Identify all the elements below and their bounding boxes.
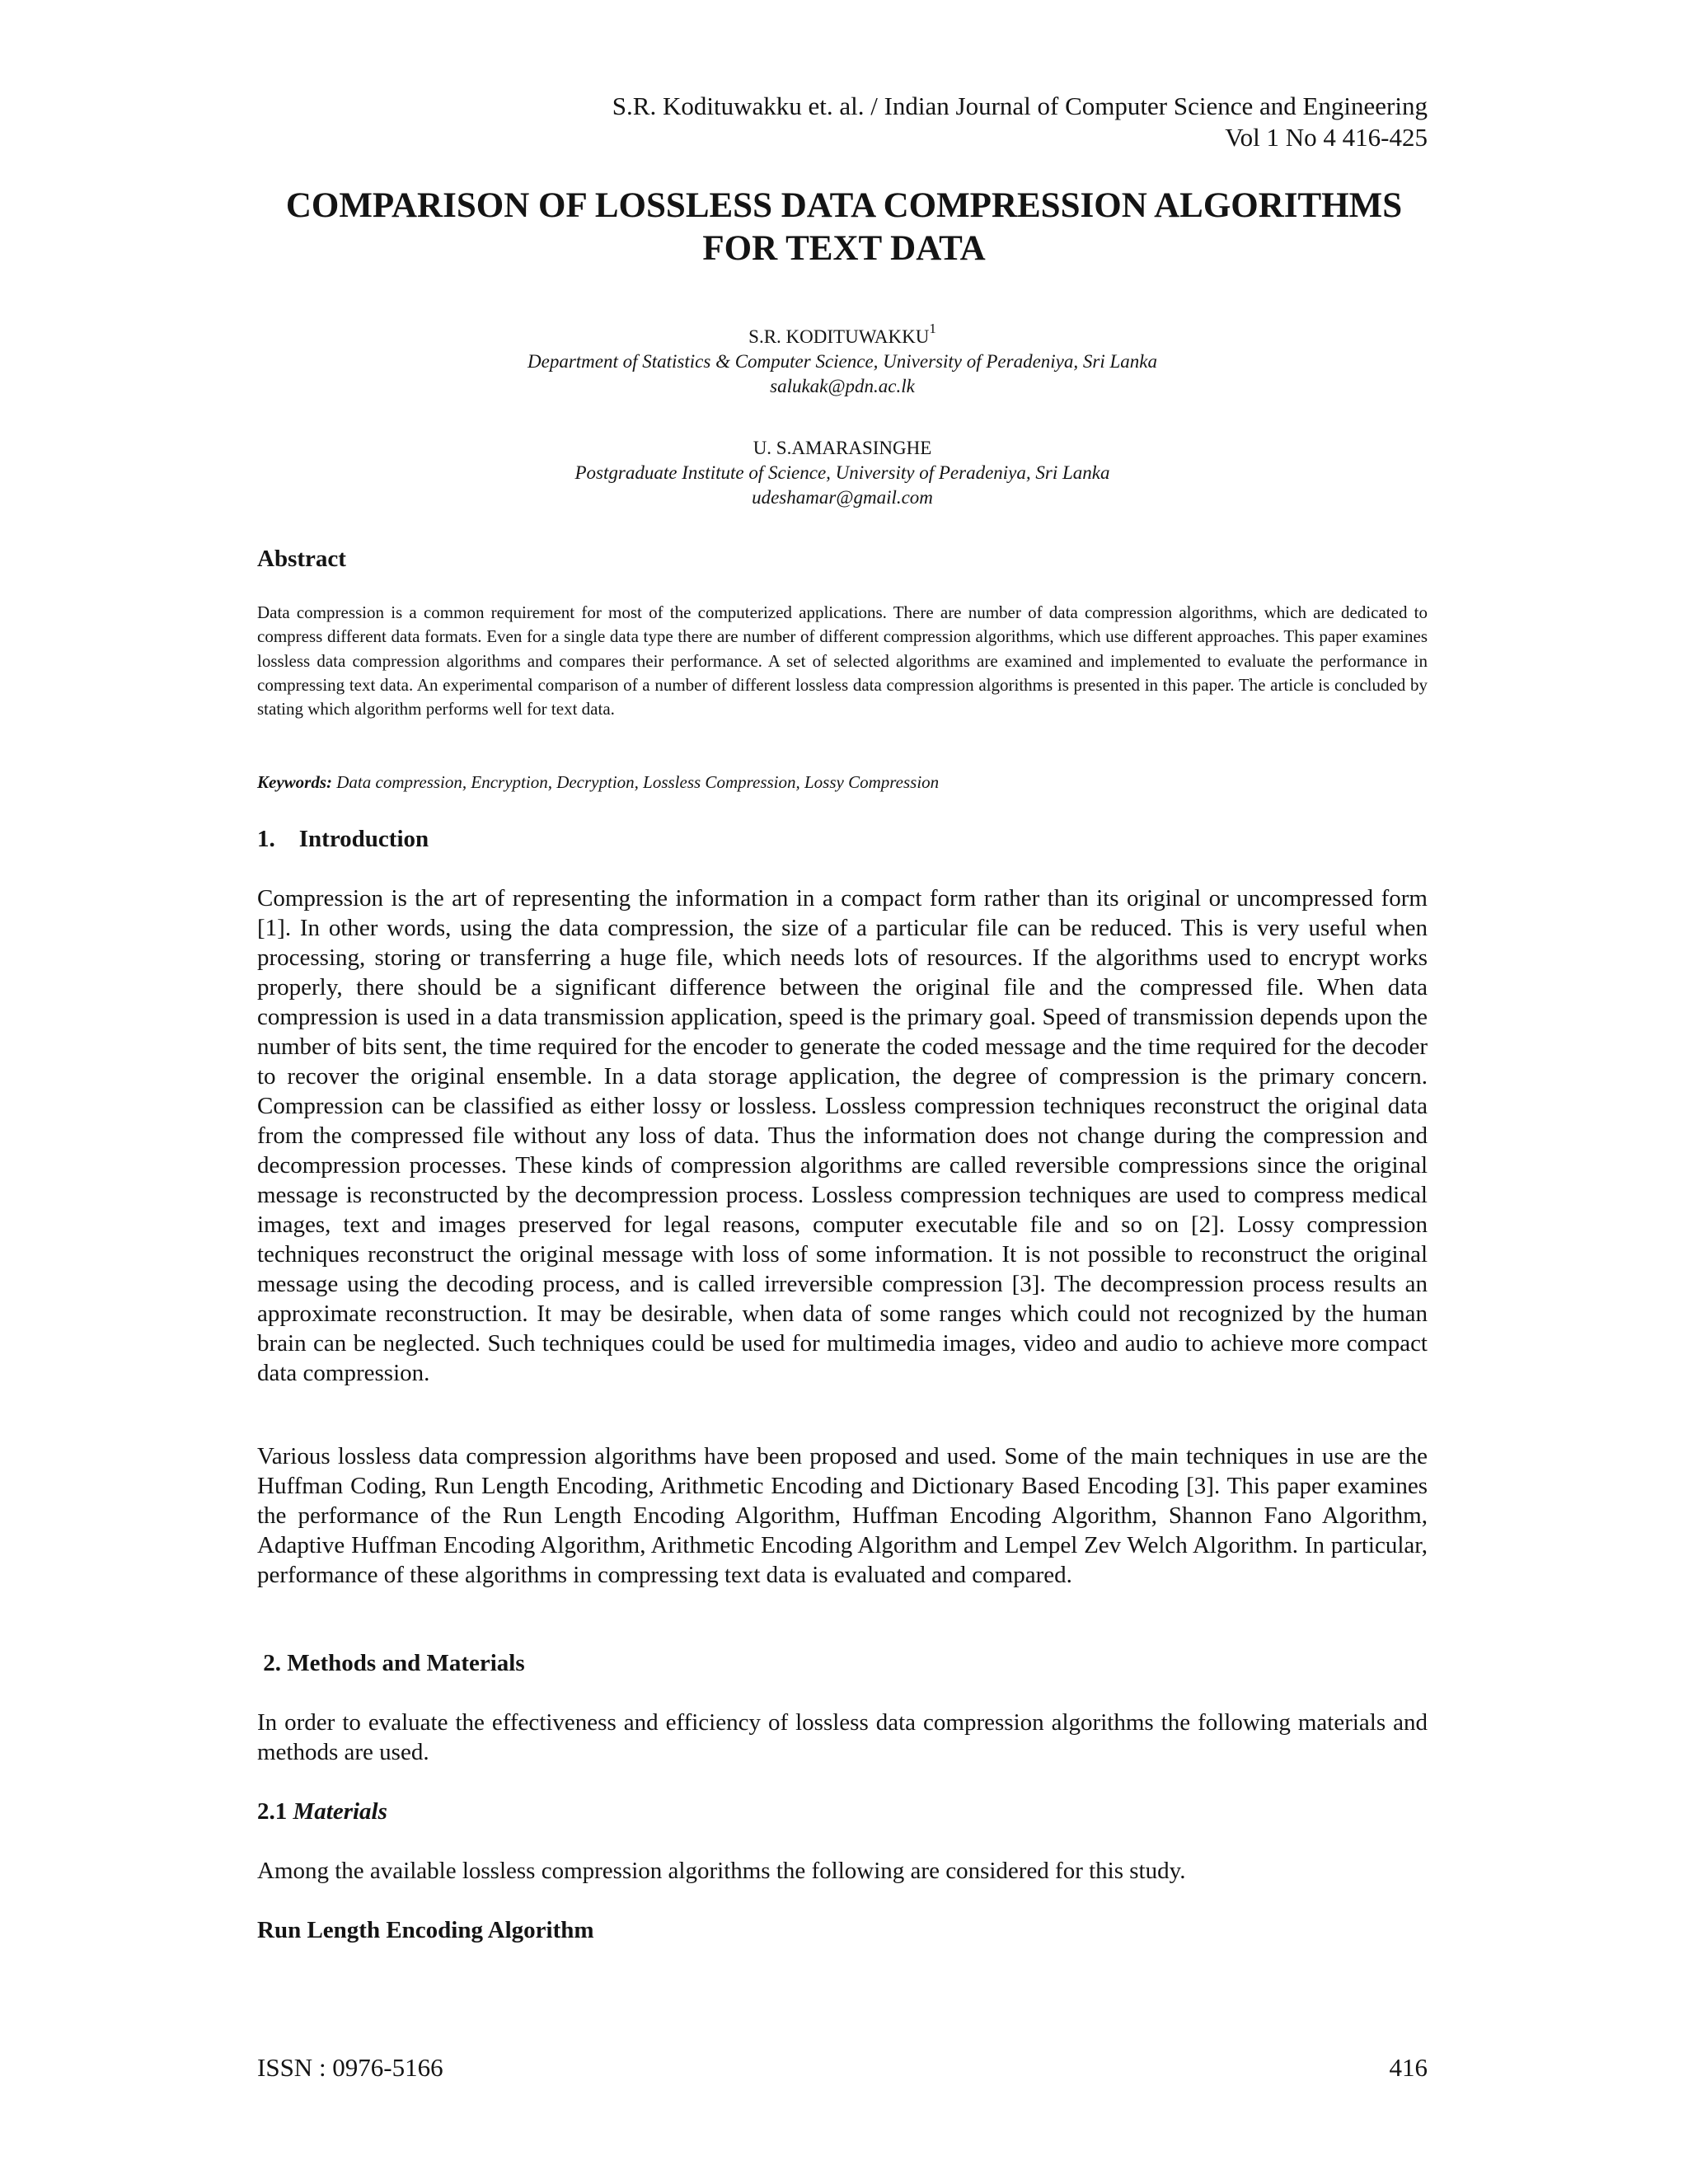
- author-2-affiliation: Postgraduate Institute of Science, University of Peradeniya, Sri Lanka: [574, 462, 1110, 483]
- running-header: [612, 91, 1428, 153]
- materials-title: Materials: [293, 1798, 387, 1825]
- keywords-line: [257, 771, 1428, 794]
- author-1-name: S.R. KODITUWAKKU$^1$: [748, 321, 936, 347]
- author-2-email: udeshamar@gmail.com: [752, 487, 933, 508]
- keywords-label: Keywords:: [257, 772, 332, 792]
- author-1-email: salukak@pdn.ac.lk: [770, 376, 915, 396]
- materials-paragraph: Among the available lossless compression algorithms the following are considered for this study.: [257, 1858, 1186, 1884]
- methods-paragraph: In order to evaluate the effectiveness and efficiency of lossless data compression algorithms the following materials and methods are used.: [257, 1709, 1428, 1765]
- author-2: [257, 436, 1428, 510]
- title-line-2: FOR TEXT DATA: [702, 229, 986, 268]
- page-number: 416: [1389, 2053, 1428, 2082]
- abstract-heading: Abstract: [257, 546, 346, 572]
- abstract-text: Data compression is a common requirement for most of the computerized applications. There are number of data compression algorithms, which are dedicated to compress different data formats. Even for a single data type there are number of different compression algorithms, which use different approaches. This paper examines lossless data compression algorithms and compares their performance. A set of selected algorithms are examined and implemented to evaluate the performance in compressing text data. An experimental comparison of a number of different lossless data compression algorithms is presented in this paper. The article is concluded by stating which algorithm performs well for text data.: [257, 602, 1428, 719]
- introduction-paragraph-2: Various lossless data compression algorithms have been proposed and used. Some of the main techniques in use are the Huffman Coding, Run Length Encoding, Arithmetic Encoding and Dictionary Based Encoding [3]. This paper examines the performance of the Run Length Encoding Algorithm, Huffman Encoding Algorithm, Shannon Fano Algorithm, Adaptive Huffman Encoding Algorithm, Arithmetic Encoding Algorithm and Lempel Zev Welch Algorithm. In particular, performance of these algorithms in compressing text data is evaluated and compared.: [257, 1443, 1428, 1588]
- journal-citation: S.R. Kodituwakku et. al. / Indian Journal of Computer Science and Engineering: [612, 91, 1428, 120]
- introduction-paragraph-1: Compression is the art of representing the information in a compact form rather than its original or uncompressed form [1]. In other words, using the data compression, the size of a particular file can be reduced. This is very useful when processing, storing or transferring a huge file, which needs lots of resources. If the algorithms used to encrypt works properly, there should be a significant difference between the original file and the compressed file. When data compression is used in a data transmission application, speed is the primary goal. Speed of transmission depends upon the number of bits sent, the time required for the encoder to generate the coded message and the time required for the decoder to recover the original ensemble. In a data storage application, the degree of compression is the primary concern. Compression can be classified as either lossy or lossless. Lossless compression techniques reconstruct the original data from the compressed file without any loss of data. Thus the information does not change during the compression and decompression processes. These kinds of compression algorithms are called reversible compressions since the original message is reconstructed by the decompression process. Lossless compression techniques are used to compress medical images, text and images preserved for legal reasons, computer executable file and so on [2]. Lossy compression techniques reconstruct the original message with loss of some information. It is not possible to reconstruct the original message using the decoding process, and is called irreversible compression [3]. The decompression process results an approximate reconstruction. It may be desirable, when data of some ranges which could not recognized by the human brain can be neglected. Such techniques could be used for multimedia images, video and audio to achieve more compact data compression.: [257, 885, 1428, 1386]
- footer-issn: ISSN : 0976-5166: [257, 2053, 443, 2082]
- rle-heading: Run Length Encoding Algorithm: [257, 1917, 594, 1943]
- title-line-1: COMPARISON OF LOSSLESS DATA COMPRESSION ALGORITHMS: [285, 186, 1403, 225]
- keywords-text: Data compression, Encryption, Decryption, Lossless Compression, Lossy Compression: [332, 772, 940, 792]
- author-1-affiliation: Department of Statistics & Computer Science, University of Peradeniya, Sri Lanka: [528, 351, 1157, 372]
- author-1-superscript: 1: [929, 321, 936, 336]
- journal-volume: Vol 1 No 4 416-425: [1225, 123, 1428, 152]
- paper-title: [214, 185, 1474, 270]
- author-2-name: U. S.AMARASINGHE: [753, 438, 932, 458]
- materials-heading: [257, 1797, 387, 1826]
- materials-number: 2.1: [257, 1798, 293, 1825]
- introduction-heading: 1. Introduction: [257, 826, 429, 852]
- author-1: [257, 316, 1428, 399]
- methods-heading: 2. Methods and Materials: [257, 1650, 525, 1676]
